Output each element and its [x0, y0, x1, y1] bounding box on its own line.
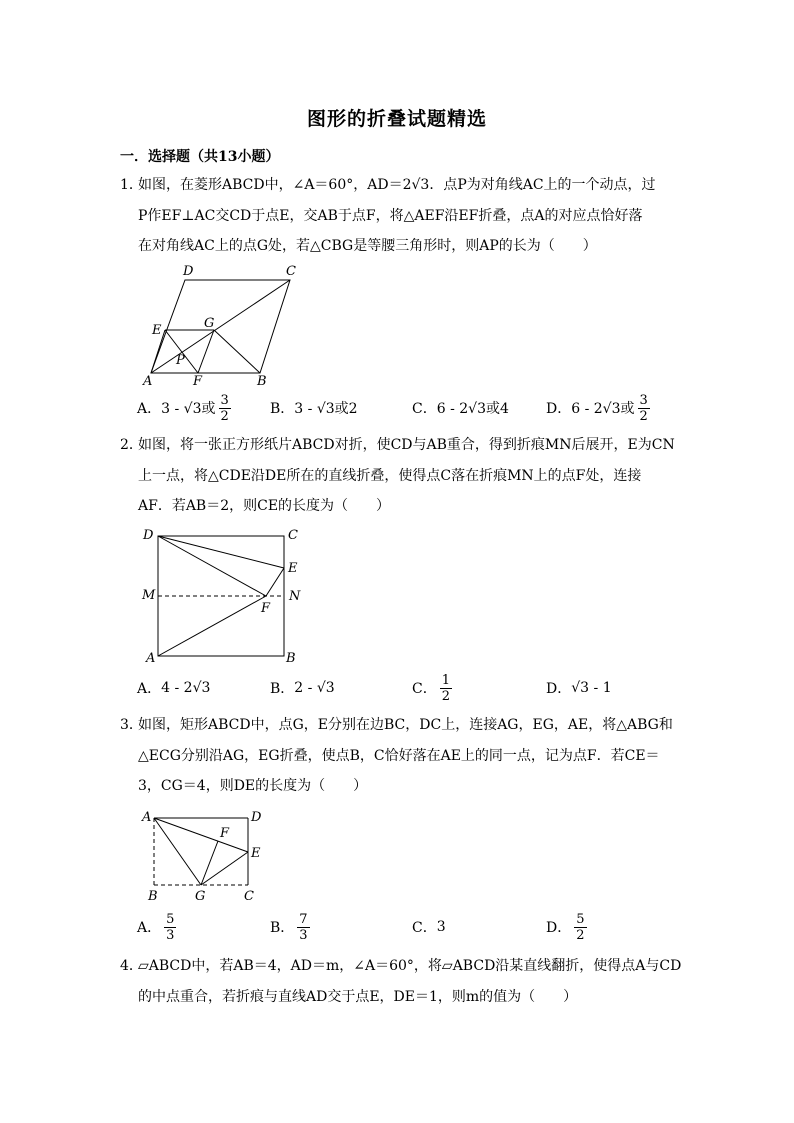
- question-3-figure: [138, 806, 268, 906]
- label-b: B: [286, 651, 296, 666]
- option-text: 6 - 2√3或: [571, 401, 635, 417]
- fraction-numerator: 3: [220, 392, 229, 408]
- label-n: N: [289, 589, 301, 604]
- fraction: [440, 673, 452, 704]
- question-3: [120, 710, 680, 802]
- question-text-line: 如图，矩形ABCD中，点G，E分别在边BC，DC上，连接AG，EG，AE，将△ABG和: [138, 717, 673, 733]
- option-label: D．: [546, 401, 572, 417]
- label-e: E: [288, 561, 298, 576]
- option-text: √3 - 1: [571, 680, 612, 696]
- label-e: E: [152, 323, 162, 338]
- label-p: P: [176, 353, 185, 368]
- fraction-denominator: 3: [166, 927, 175, 943]
- option-label: A．: [137, 681, 162, 697]
- question-3-options: [137, 907, 677, 947]
- label-b: B: [257, 374, 267, 389]
- option-d[interactable]: [546, 907, 587, 947]
- question-text-line: 在对角线AC上的点G处，若△CBG是等腰三角形时，则AP的长为（ ）: [138, 238, 597, 254]
- option-a[interactable]: [137, 907, 176, 947]
- question-text-line: 3，CG＝4，则DE的长度为（ ）: [138, 778, 368, 794]
- segment-df: [158, 536, 266, 596]
- option-label: C．: [412, 920, 437, 936]
- question-1: [120, 170, 680, 262]
- question-2: [120, 430, 680, 522]
- segment-de: [158, 536, 284, 568]
- option-label: C．: [412, 401, 437, 417]
- question-number: 1．: [120, 177, 143, 193]
- question-text-line: 如图，将一张正方形纸片ABCD对折，使CD与AB重合，得到折痕MN后展开，E为CN: [138, 437, 675, 453]
- label-b: B: [148, 889, 158, 904]
- fraction-numerator: 5: [166, 911, 175, 927]
- question-1-figure: [140, 262, 310, 390]
- option-b[interactable]: [270, 388, 358, 428]
- question-text-line: △ECG分别沿AG，EG折叠，使点B，C恰好落在AE上的同一点，记为点F．若CE＝: [138, 747, 660, 764]
- fraction: [638, 393, 650, 424]
- option-label: D．: [546, 681, 572, 697]
- option-label: B．: [270, 681, 295, 697]
- question-number: 2．: [120, 437, 143, 453]
- fraction-numerator: 5: [576, 911, 585, 927]
- label-d: D: [183, 264, 194, 279]
- label-d: D: [143, 528, 154, 543]
- option-text: 3 - √3或2: [294, 401, 358, 417]
- label-f: F: [193, 374, 203, 389]
- option-label: B．: [270, 401, 295, 417]
- option-label: B．: [270, 920, 295, 936]
- option-c[interactable]: [412, 668, 452, 708]
- option-c[interactable]: [412, 907, 446, 947]
- document-title: 图形的折叠试题精选: [306, 108, 487, 130]
- option-text: 2 - √3: [294, 680, 335, 696]
- label-f: F: [220, 826, 230, 841]
- fraction-denominator: 2: [220, 408, 229, 424]
- fraction-numerator: 7: [299, 911, 308, 927]
- diagonal-ac: [151, 280, 290, 373]
- label-f: F: [261, 601, 271, 616]
- fraction-numerator: 3: [639, 392, 648, 408]
- question-text-line: 的中点重合，若折痕与直线AD交于点E，DE＝1，则m的值为（ ）: [138, 988, 578, 1005]
- option-label: A．: [137, 401, 162, 417]
- segment-ag: [154, 818, 201, 885]
- option-a[interactable]: [137, 388, 231, 428]
- label-c: C: [288, 528, 298, 543]
- question-number: 4．: [120, 958, 143, 974]
- label-a: A: [146, 651, 156, 666]
- question-2-options: [137, 668, 677, 708]
- question-text-line: 上一点，将△CDE沿DE所在的直线折叠，使得点C落在折痕MN上的点F处，连接: [138, 467, 642, 484]
- option-text: 4 - 2√3: [161, 680, 211, 696]
- segment-fe: [266, 568, 284, 596]
- label-a: A: [143, 374, 153, 389]
- label-g: G: [204, 316, 215, 331]
- question-text-line: 如图，在菱形ABCD中，∠A＝60°，AD＝2√3．点P为对角线AC上的一个动点，过: [138, 177, 656, 193]
- segment-gf: [201, 841, 218, 885]
- fraction-denominator: 3: [299, 927, 308, 943]
- label-g: G: [195, 889, 206, 904]
- option-label: D．: [546, 920, 572, 936]
- fraction-denominator: 2: [639, 408, 648, 424]
- question-text-line: ▱ABCD中，若AB＝4，AD＝m，∠A＝60°，将▱ABCD沿某直线翻折，使得点A与CD: [138, 958, 682, 974]
- option-label: C．: [412, 681, 437, 697]
- segment-af: [158, 596, 266, 656]
- question-text-line: AF．若AB＝2，则CE的长度为（ ）: [138, 498, 391, 514]
- option-text: 3: [436, 919, 446, 935]
- label-c: C: [286, 264, 296, 279]
- fraction-denominator: 2: [441, 688, 450, 704]
- fraction: [164, 912, 176, 943]
- section-heading: 一．选择题（共13小题）: [120, 149, 280, 165]
- question-1-options: [137, 388, 677, 428]
- label-d: D: [251, 810, 262, 825]
- question-4: [120, 951, 680, 1012]
- option-a[interactable]: [137, 668, 210, 708]
- option-b[interactable]: [270, 907, 310, 947]
- fraction-denominator: 2: [576, 927, 585, 943]
- option-c[interactable]: [412, 388, 509, 428]
- label-a: A: [142, 810, 152, 825]
- label-e: E: [251, 846, 261, 861]
- segment-ge: [201, 852, 248, 885]
- question-number: 3．: [120, 717, 143, 733]
- fraction: [297, 912, 309, 943]
- question-text-line: P作EF⊥AC交CD于点E，交AB于点F，将△AEF沿EF折叠，点A的对应点恰好落: [138, 207, 643, 224]
- segment-gb: [214, 330, 260, 373]
- fraction: [219, 393, 231, 424]
- option-label: A．: [137, 920, 162, 936]
- option-d[interactable]: [546, 388, 650, 428]
- fraction: [574, 912, 586, 943]
- label-c: C: [244, 889, 254, 904]
- fraction-numerator: 1: [441, 672, 450, 688]
- segment-ae: [154, 818, 248, 852]
- option-d[interactable]: [546, 668, 612, 708]
- option-text: 3 - √3或: [161, 401, 216, 417]
- question-2-figure: [138, 524, 310, 668]
- option-b[interactable]: [270, 668, 335, 708]
- label-m: M: [142, 588, 156, 603]
- option-text: 6 - 2√3或4: [436, 401, 509, 417]
